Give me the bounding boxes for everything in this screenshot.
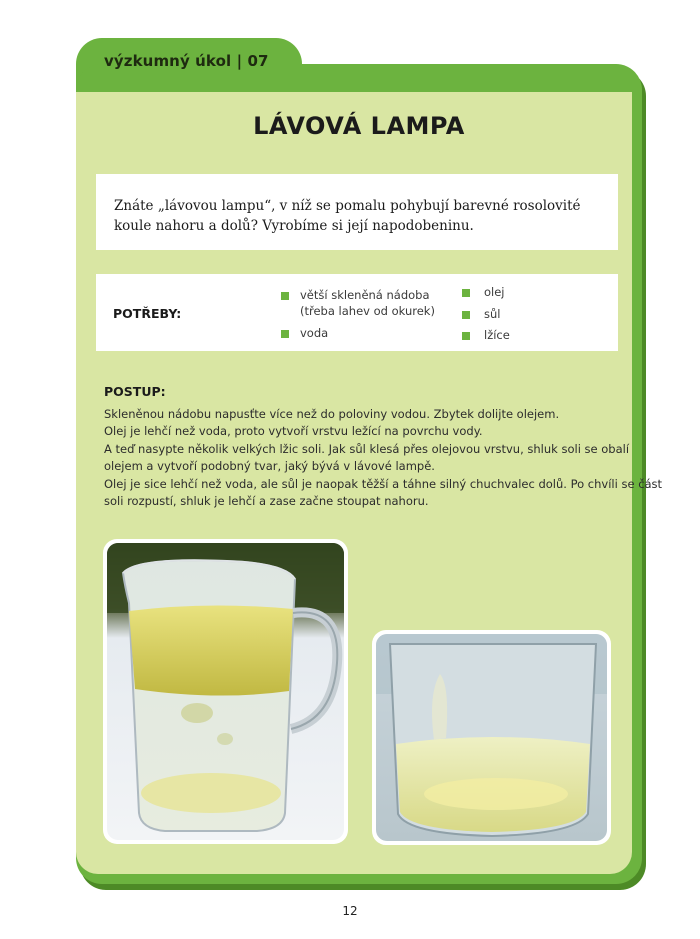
procedure-line: A teď nasypte několik velkých lžic soli. Jak sůl klesá přes olejovou vrstvu, shluk soli se obalí (104, 441, 630, 456)
photo-jug (103, 539, 348, 844)
needs-item (300, 325, 328, 341)
procedure-line: soli rozpustí, shluk je lehčí a zase začne stoupat nahoru. (104, 494, 429, 509)
bullet-icon (462, 332, 470, 340)
procedure-line: olejem a vytvoří podobný tvar, jaký bývá v lávové lampě. (104, 459, 435, 474)
needs-item-text: (třeba lahev od okurek) (300, 304, 435, 318)
intro-text: Znáte „lávovou lampu“, v níž se pomalu pohybují barevné rosolovité koule nahoru a dolů? Vyrobíme si její napodobeninu. (114, 198, 581, 234)
procedure-line: Olej je sice lehčí než voda, ale sůl je naopak těžší a táhne silný chuchvalec dolů. Po chvíli se část (104, 476, 663, 491)
needs-item-text: lžíce (484, 328, 510, 342)
needs-item-text: voda (300, 326, 329, 340)
intro-box (96, 174, 618, 250)
procedure-line: Skleněnou nádobu napusťte více než do poloviny vodou. Zbytek dolijte olejem. (104, 407, 560, 421)
jug-illustration (107, 543, 344, 840)
needs-item (484, 284, 505, 300)
photo-glass (372, 630, 611, 845)
bullet-icon (462, 289, 470, 297)
needs-item (484, 306, 500, 322)
bullet-icon (462, 311, 470, 319)
needs-item (484, 327, 510, 343)
needs-label: POTŘEBY: (113, 306, 182, 321)
needs-box (96, 274, 618, 351)
needs-item-text: olej (484, 285, 505, 299)
procedure-heading: POSTUP: (104, 384, 166, 399)
bullet-icon (281, 330, 289, 338)
photo-jug-image (107, 543, 344, 840)
photo-glass-image (376, 634, 607, 841)
page-title: LÁVOVÁ LAMPA (253, 112, 465, 140)
page-number: 12 (342, 904, 358, 918)
glass-illustration (376, 634, 607, 841)
bullet-icon (281, 292, 289, 300)
procedure-text (104, 406, 663, 510)
procedure-line: Olej je lehčí než voda, proto vytvoří vrstvu ležící na povrchu vody. (104, 424, 483, 439)
needs-item-text: sůl (484, 307, 501, 321)
needs-item-text: větší skleněná nádoba (300, 288, 430, 302)
tab-label: výzkumný úkol | 07 (104, 52, 269, 70)
needs-item (300, 287, 435, 319)
